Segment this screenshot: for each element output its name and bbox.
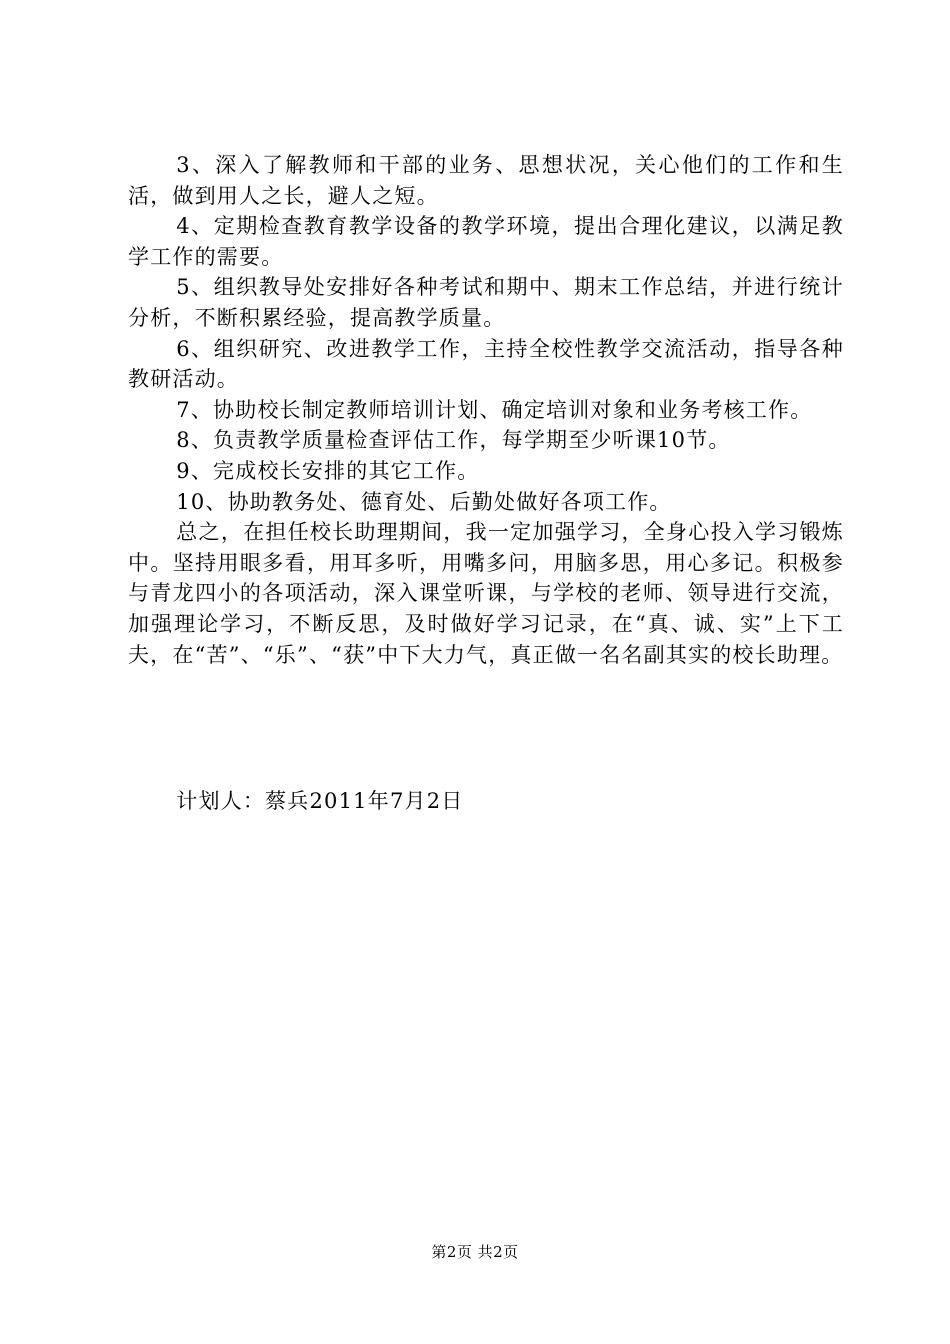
summary-paragraph: 总之，在担任校长助理期间，我一定加强学习，全身心投入学习锻炼中。坚持用眼多看，用耳多听，用嘴多问，用脑多思，用心多记。积极参与青龙四小的各项活动，深入课堂听课，与学校的老师、领导进行交流，加强理论学习，不断反思，及时做好学习记录，在“真、诚、实”上下工夫，在“苦”、“乐”、“获”中下大力气，真正做一名名副其实的校长助理。 [128,520,844,667]
paragraph-item-4: 4、定期检查教育教学设备的教学环境，提出合理化建议，以满足教学工作的需要。 [128,214,844,269]
signature-line: 计划人：蔡兵2011年7月2日 [176,789,464,813]
paragraph-item-9: 9、完成校长安排的其它工作。 [176,458,480,483]
page-number-label: 第2页 共2页 [431,1243,519,1261]
paragraph-item-7: 7、协助校长制定教师培训计划、确定培训对象和业务考核工作。 [176,397,813,422]
page-footer [0,1242,950,1262]
paragraph-item-5: 5、组织教导处安排好各种考试和期中、期末工作总结，并进行统计分析，不断积累经验，提高教学质量。 [128,275,844,330]
document-body [128,150,844,670]
paragraph-item-3: 3、深入了解教师和干部的业务、思想状况，关心他们的工作和生活，做到用人之长，避人之短。 [128,153,844,208]
paragraph-item-6: 6、组织研究、改进教学工作，主持全校性教学交流活动，指导各种教研活动。 [128,336,844,392]
paragraph-item-10: 10、协助教务处、德育处、后勤处做好各项工作。 [176,489,672,514]
paragraph-item-8: 8、负责教学质量检查评估工作，每学期至少听课10节。 [176,428,731,453]
